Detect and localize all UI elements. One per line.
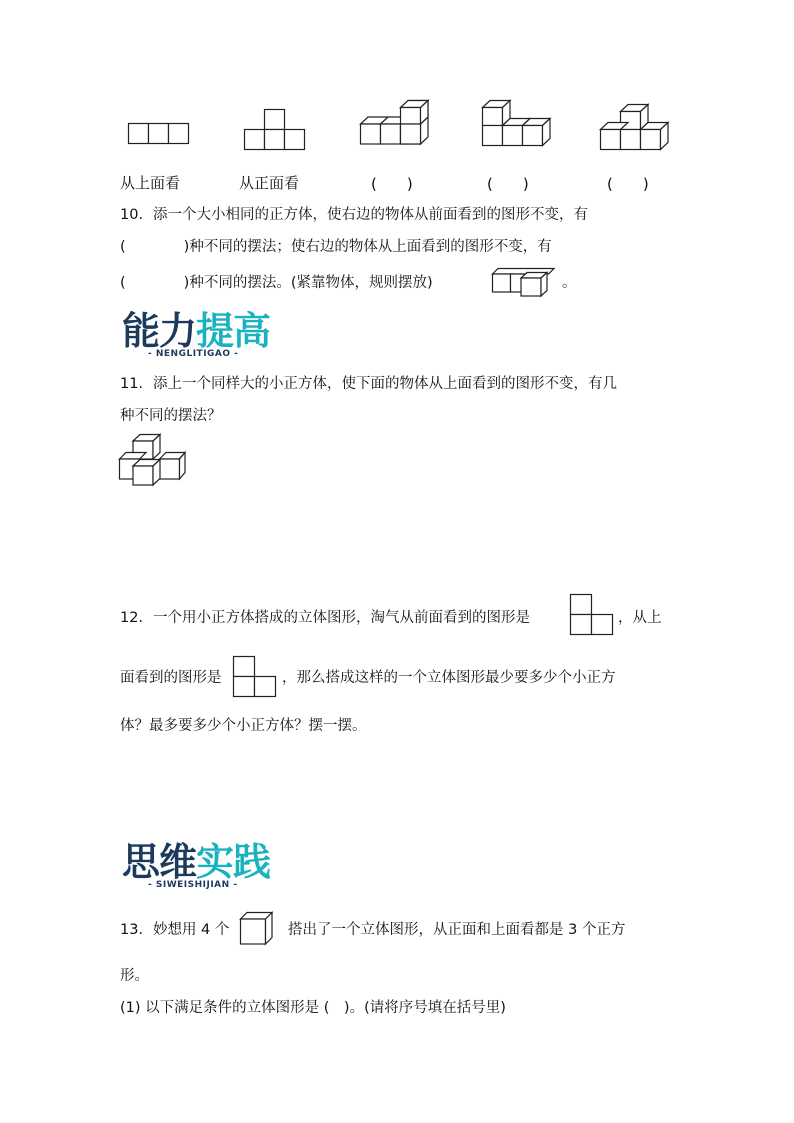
q11-solid-figure <box>119 434 189 486</box>
caption-front-view: 从正面看 <box>239 174 300 192</box>
answer-blank-3[interactable]: ( ) <box>607 175 649 193</box>
q12-line-1b: ，从上 <box>618 610 662 626</box>
q12-top-view-figure <box>233 656 277 698</box>
banner-practice-title <box>122 842 270 882</box>
caption-top-view: 从上面看 <box>120 174 181 192</box>
q10-line-3-end: 。 <box>562 275 577 291</box>
q13-line-1a: 13．妙想用 4 个 <box>120 922 230 938</box>
solid-figure-2 <box>482 100 554 155</box>
banner-ability-subtitle: - NENGLITIGAO - <box>148 349 239 359</box>
q13-line-1b: 搭出了一个立体图形，从正面和上面看都是 3 个正方 <box>288 922 626 938</box>
banner-ability-title <box>122 311 270 351</box>
solid-figure-1 <box>360 100 432 155</box>
q10-line-3: ( )种不同的摆法。(紧靠物体，规则摆放) <box>120 275 433 291</box>
top-view-figure <box>128 123 190 145</box>
cube-icon <box>240 912 274 946</box>
q12-line-2a: 面看到的图形是 <box>120 670 222 686</box>
banner-practice-part2: 实践 <box>196 840 271 884</box>
banner-practice-part1: 思维 <box>122 840 197 884</box>
solid-figure-3 <box>600 104 672 159</box>
banner-practice-subtitle: - SIWEISHIJIAN - <box>148 880 238 890</box>
banner-ability-part1: 能力 <box>122 309 197 353</box>
q10-solid-figure <box>492 268 564 298</box>
q10-line-1: 10．添一个大小相同的正方体，使右边的物体从前面看到的图形不变，有 <box>120 207 588 223</box>
answer-blank-2[interactable]: ( ) <box>487 175 529 193</box>
q13-line-2: 形。 <box>120 968 149 984</box>
q12-line-3: 体？最多要多少个小正方体？摆一摆。 <box>120 718 367 734</box>
q12-line-1a: 12．一个用小正方体搭成的立体图形，淘气从前面看到的图形是 <box>120 610 530 626</box>
banner-ability-part2: 提高 <box>196 309 271 353</box>
q10-line-2: ( )种不同的摆法；使右边的物体从上面看到的图形不变，有 <box>120 239 552 255</box>
q11-line-1: 11．添上一个同样大的小正方体，使下面的物体从上面看到的图形不变，有几 <box>120 376 617 392</box>
q12-front-view-figure <box>570 594 614 636</box>
answer-blank-1[interactable]: ( ) <box>371 175 413 193</box>
q11-line-2: 种不同的摆法？ <box>120 408 222 424</box>
q12-line-2b: ，那么搭成这样的一个立体图形最少要多少个小正方 <box>282 670 616 686</box>
q13-sub-question-1: (1) 以下满足条件的立体图形是 ( )。(请将序号填在括号里) <box>120 1000 506 1016</box>
front-view-figure <box>244 109 306 151</box>
